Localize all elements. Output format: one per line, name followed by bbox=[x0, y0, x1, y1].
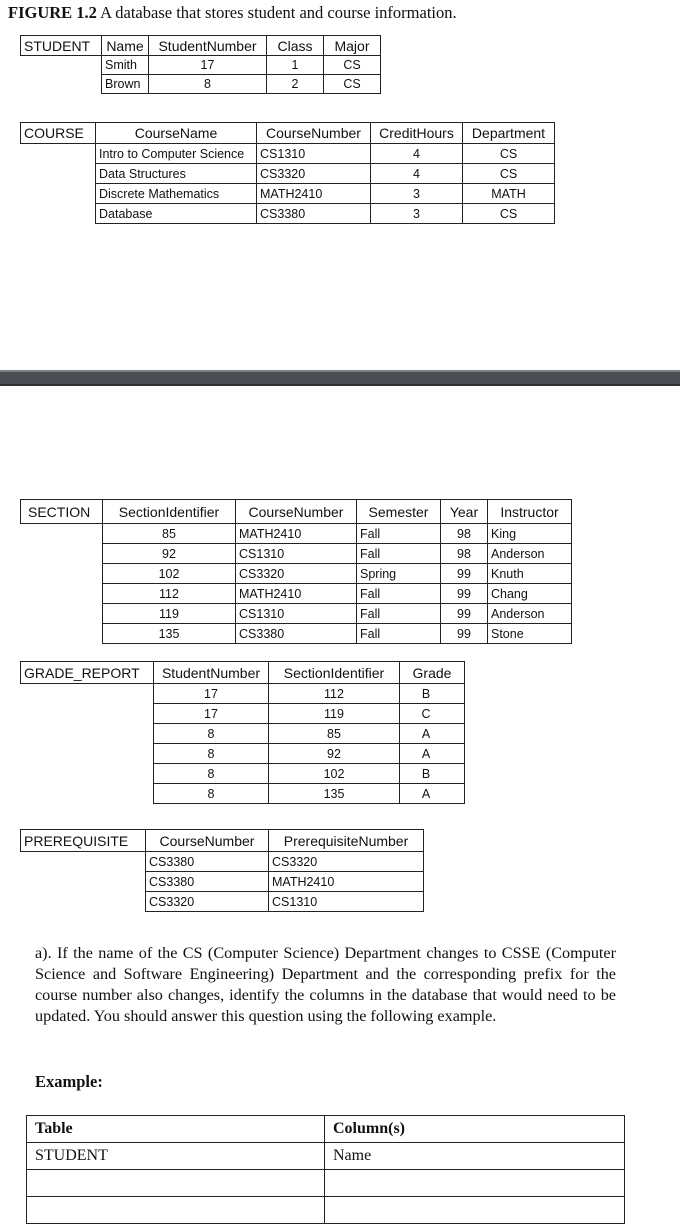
table-row bbox=[21, 744, 465, 764]
answer-cell-table[interactable] bbox=[27, 1170, 325, 1197]
grade-report-col-studentnumber: StudentNumber bbox=[154, 662, 269, 684]
table-cell: MATH2410 bbox=[236, 524, 357, 544]
table-cell: 85 bbox=[269, 724, 400, 744]
table-cell: 99 bbox=[441, 624, 488, 644]
table-cell: CS3320 bbox=[236, 564, 357, 584]
table-cell: 17 bbox=[154, 704, 269, 724]
table-cell: 85 bbox=[103, 524, 236, 544]
table-cell: 99 bbox=[441, 604, 488, 624]
table-row bbox=[21, 604, 572, 624]
table-row bbox=[21, 764, 465, 784]
section-col-year: Year bbox=[441, 500, 488, 524]
table-row bbox=[21, 184, 555, 204]
answer-row bbox=[27, 1143, 625, 1170]
table-cell: 119 bbox=[269, 704, 400, 724]
table-cell: Intro to Computer Science bbox=[96, 144, 257, 164]
table-cell: 8 bbox=[154, 764, 269, 784]
section-col-sectionidentifier: SectionIdentifier bbox=[103, 500, 236, 524]
table-cell: 4 bbox=[371, 164, 463, 184]
table-cell: CS3380 bbox=[236, 624, 357, 644]
table-cell: Knuth bbox=[488, 564, 572, 584]
table-cell: Data Structures bbox=[96, 164, 257, 184]
table-cell: King bbox=[488, 524, 572, 544]
table-cell: 98 bbox=[441, 524, 488, 544]
course-col-coursename: CourseName bbox=[96, 123, 257, 144]
table-cell: 92 bbox=[103, 544, 236, 564]
prerequisite-table-name: PREREQUISITE bbox=[21, 830, 146, 852]
table-cell: Fall bbox=[357, 624, 441, 644]
table-cell: Discrete Mathematics bbox=[96, 184, 257, 204]
table-cell: Anderson bbox=[488, 604, 572, 624]
course-table-name: COURSE bbox=[21, 123, 96, 144]
grade-report-table-name: GRADE_REPORT bbox=[21, 662, 154, 684]
table-row bbox=[21, 56, 381, 75]
page-divider bbox=[0, 370, 680, 386]
table-cell: A bbox=[400, 744, 465, 764]
table-cell: MATH2410 bbox=[269, 872, 424, 892]
table-cell: CS1310 bbox=[257, 144, 371, 164]
prerequisite-col-prerequisitenumber: PrerequisiteNumber bbox=[269, 830, 424, 852]
table-cell: 135 bbox=[269, 784, 400, 804]
figure-caption bbox=[8, 3, 457, 23]
answer-cell-columns[interactable] bbox=[325, 1197, 625, 1224]
table-cell: B bbox=[400, 764, 465, 784]
table-cell: 112 bbox=[269, 684, 400, 704]
table-cell: CS3380 bbox=[146, 852, 269, 872]
grade-report-col-sectionidentifier: SectionIdentifier bbox=[269, 662, 400, 684]
section-table-name: SECTION bbox=[21, 500, 103, 524]
table-row bbox=[21, 684, 465, 704]
table-cell: 135 bbox=[103, 624, 236, 644]
table-cell: 99 bbox=[441, 584, 488, 604]
table-cell: A bbox=[400, 724, 465, 744]
table-cell: CS bbox=[324, 56, 381, 75]
grade-report-col-grade: Grade bbox=[400, 662, 465, 684]
table-cell: CS3380 bbox=[257, 204, 371, 224]
question-text: a). If the name of the CS (Computer Science) Department changes to CSSE (Computer Science and Software Engineering) Department and the corresponding prefix for the course number also changes, identify the columns in the database that would need to be updated. You should answer this question using the following example. bbox=[35, 944, 616, 1025]
table-cell: Spring bbox=[357, 564, 441, 584]
table-row bbox=[21, 852, 424, 872]
table-cell: 4 bbox=[371, 144, 463, 164]
table-row bbox=[21, 624, 572, 644]
course-col-department: Department bbox=[463, 123, 555, 144]
table-cell: 119 bbox=[103, 604, 236, 624]
answer-cell-table[interactable] bbox=[27, 1197, 325, 1224]
table-cell: 112 bbox=[103, 584, 236, 604]
table-row bbox=[21, 144, 555, 164]
prerequisite-table bbox=[20, 829, 424, 912]
table-cell: MATH2410 bbox=[236, 584, 357, 604]
prerequisite-col-coursenumber: CourseNumber bbox=[146, 830, 269, 852]
course-col-credithours: CreditHours bbox=[371, 123, 463, 144]
figure-caption-text: A database that stores student and course information. bbox=[96, 3, 457, 22]
student-col-major: Major bbox=[324, 36, 381, 56]
table-cell: CS bbox=[463, 144, 555, 164]
table-cell: Database bbox=[96, 204, 257, 224]
table-cell: 17 bbox=[149, 56, 267, 75]
table-cell: 8 bbox=[149, 75, 267, 94]
table-cell: 3 bbox=[371, 184, 463, 204]
table-cell: 92 bbox=[269, 744, 400, 764]
table-cell: C bbox=[400, 704, 465, 724]
table-row bbox=[21, 724, 465, 744]
example-label: Example: bbox=[35, 1072, 103, 1091]
table-cell: CS3320 bbox=[146, 892, 269, 912]
section-col-coursenumber: CourseNumber bbox=[236, 500, 357, 524]
section-table bbox=[20, 499, 572, 644]
table-cell: Brown bbox=[102, 75, 149, 94]
table-cell: CS1310 bbox=[269, 892, 424, 912]
table-cell: Stone bbox=[488, 624, 572, 644]
answer-cell-columns[interactable] bbox=[325, 1170, 625, 1197]
student-table-name: STUDENT bbox=[21, 36, 102, 56]
table-cell: CS3320 bbox=[257, 164, 371, 184]
answer-header-table: Table bbox=[27, 1116, 325, 1143]
table-cell: MATH2410 bbox=[257, 184, 371, 204]
table-row bbox=[21, 704, 465, 724]
grade-report-table bbox=[20, 661, 465, 804]
table-row bbox=[21, 544, 572, 564]
table-row bbox=[21, 872, 424, 892]
table-cell: CS3320 bbox=[269, 852, 424, 872]
table-row bbox=[21, 892, 424, 912]
answer-row bbox=[27, 1197, 625, 1224]
table-cell: 1 bbox=[267, 56, 324, 75]
table-cell: 8 bbox=[154, 744, 269, 764]
table-cell: Fall bbox=[357, 604, 441, 624]
answer-header-columns: Column(s) bbox=[325, 1116, 625, 1143]
table-cell: Smith bbox=[102, 56, 149, 75]
table-cell: 99 bbox=[441, 564, 488, 584]
answer-cell-table[interactable]: STUDENT bbox=[27, 1143, 325, 1170]
course-table bbox=[20, 122, 555, 224]
table-cell: 8 bbox=[154, 724, 269, 744]
answer-cell-columns[interactable]: Name bbox=[325, 1143, 625, 1170]
table-row bbox=[21, 784, 465, 804]
table-row bbox=[21, 75, 381, 94]
table-cell: B bbox=[400, 684, 465, 704]
table-cell: Anderson bbox=[488, 544, 572, 564]
student-col-studentnumber: StudentNumber bbox=[149, 36, 267, 56]
example-answer-table bbox=[26, 1115, 625, 1224]
table-cell: CS bbox=[324, 75, 381, 94]
table-cell: CS1310 bbox=[236, 604, 357, 624]
table-cell: CS1310 bbox=[236, 544, 357, 564]
table-cell: CS bbox=[463, 204, 555, 224]
table-cell: 102 bbox=[269, 764, 400, 784]
table-cell: Fall bbox=[357, 584, 441, 604]
student-table bbox=[20, 35, 381, 94]
student-col-class: Class bbox=[267, 36, 324, 56]
section-col-instructor: Instructor bbox=[488, 500, 572, 524]
table-cell: 2 bbox=[267, 75, 324, 94]
table-cell: 102 bbox=[103, 564, 236, 584]
table-row bbox=[21, 564, 572, 584]
answer-row bbox=[27, 1170, 625, 1197]
course-col-coursenumber: CourseNumber bbox=[257, 123, 371, 144]
figure-label: FIGURE 1.2 bbox=[8, 3, 97, 22]
student-col-name: Name bbox=[102, 36, 149, 56]
table-row bbox=[21, 204, 555, 224]
table-cell: MATH bbox=[463, 184, 555, 204]
table-cell: Fall bbox=[357, 544, 441, 564]
table-cell: 17 bbox=[154, 684, 269, 704]
table-cell: A bbox=[400, 784, 465, 804]
table-cell: 98 bbox=[441, 544, 488, 564]
section-col-semester: Semester bbox=[357, 500, 441, 524]
table-cell: Fall bbox=[357, 524, 441, 544]
table-cell: 3 bbox=[371, 204, 463, 224]
table-cell: 8 bbox=[154, 784, 269, 804]
table-row bbox=[21, 524, 572, 544]
table-cell: Chang bbox=[488, 584, 572, 604]
table-cell: CS bbox=[463, 164, 555, 184]
table-row bbox=[21, 584, 572, 604]
table-row bbox=[21, 164, 555, 184]
table-cell: CS3380 bbox=[146, 872, 269, 892]
